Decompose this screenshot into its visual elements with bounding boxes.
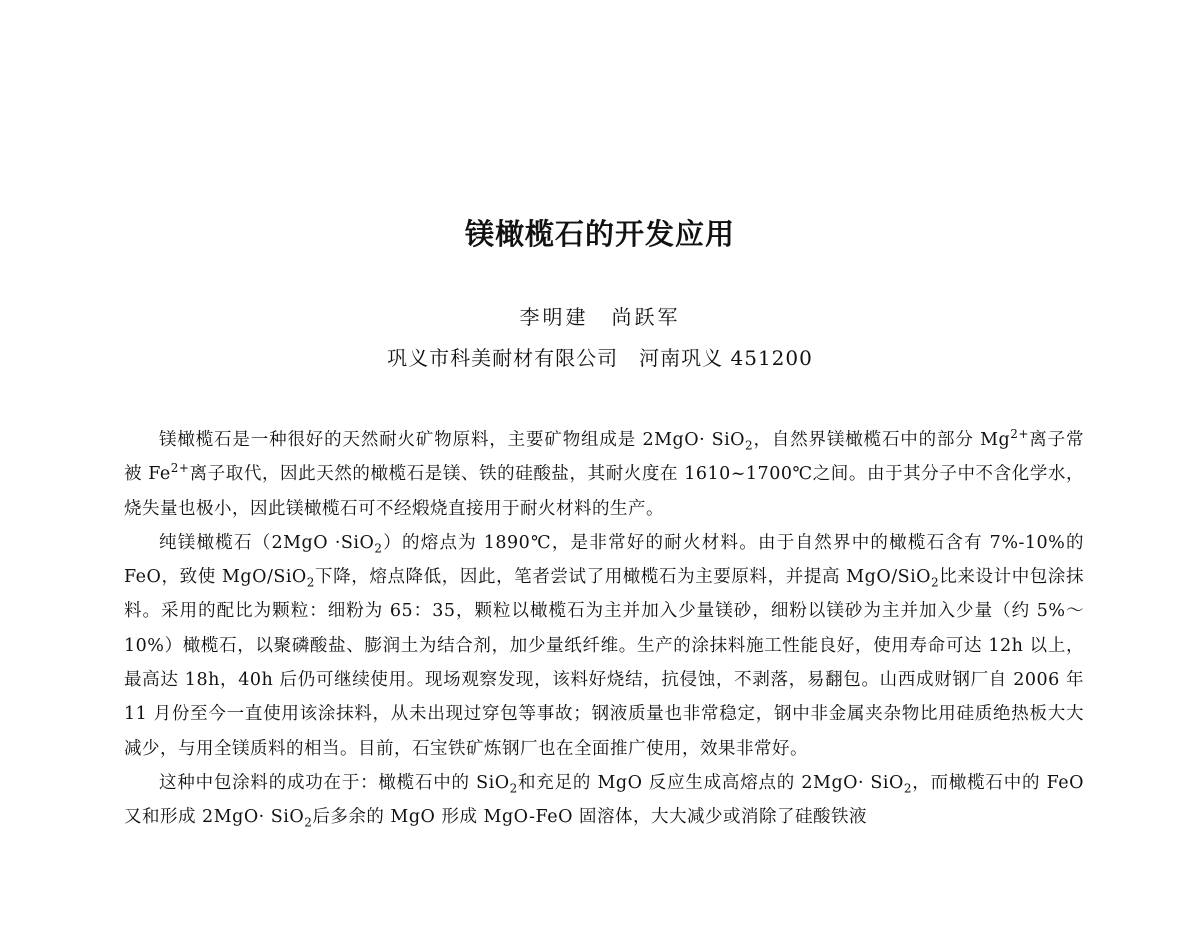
subscript: 2 xyxy=(903,781,912,796)
superscript: 2+ xyxy=(170,461,190,476)
subscript: 2 xyxy=(306,575,315,590)
text-run: 后多余的 MgO 形成 MgO-FeO 固溶体，大大减少或消除了硅酸铁液 xyxy=(312,807,868,828)
paper-affiliation: 巩义市科美耐材有限公司 河南巩义 451200 xyxy=(387,346,813,370)
text-run: 离子取代，因此天然的橄榄石是镁、铁的硅酸盐，其耐火度在 1610~1700℃之间。由于其分子中不含化学水，烧失量也极小，因此镁橄榄石可不经煅烧直接用于耐火材料的生产。 xyxy=(124,464,1085,519)
text-run: ，而橄榄石中的 FeO 又和形成 2MgO· SiO xyxy=(124,772,1084,828)
paragraph-2 xyxy=(124,526,1084,766)
subscript: 2 xyxy=(509,781,518,796)
subscript: 2 xyxy=(745,438,754,453)
paper-body xyxy=(124,423,1084,835)
text-run: ，自然界镁橄榄石中的部分 Mg xyxy=(753,430,1011,450)
text-run: 下降，熔点降低，因此，笔者尝试了用橄榄石为主要原料，并提高 MgO/SiO xyxy=(314,567,932,588)
text-run: 纯镁橄榄石（2MgO ·SiO xyxy=(159,532,375,553)
text-run: 和充足的 MgO 反应生成高熔点的 2MgO· SiO xyxy=(517,772,904,793)
text-run: 镁橄榄石是一种很好的天然耐火矿物原料，主要矿物组成是 2MgO· SiO xyxy=(159,430,746,450)
paper-authors: 李明建 尚跃军 xyxy=(519,305,681,329)
subscript: 2 xyxy=(931,575,940,590)
subscript: 2 xyxy=(374,541,383,556)
text-run: 这种中包涂料的成功在于：橄榄石中的 SiO xyxy=(159,772,510,793)
text-run: 离子常被 Fe xyxy=(124,430,1084,485)
paragraph-3 xyxy=(124,766,1084,835)
text-run: ）的熔点为 1890℃，是非常好的耐火材料。由于自然界中的橄榄石含有 7%-10%的 FeO，致使 MgO/SiO xyxy=(124,532,1084,588)
subscript: 2 xyxy=(304,815,313,830)
superscript: 2+ xyxy=(1010,427,1029,442)
paper-title: 镁橄榄石的开发应用 xyxy=(464,217,735,251)
text-run: 比来设计中包涂抹料。采用的配比为颗粒：细粉为 65：35，颗粒以橄榄石为主并加入少量镁砂，细粉以镁砂为主并加入少量（约 5%～10%）橄榄石，以聚磷酸盐、膨润土为结合剂，加少量纸纤维。生产的涂抹料施工性能良好，使用寿命可达 12h 以上，最高达 18h，40h 后仍可继续使用。现场观察发现，该料好烧结，抗侵蚀，不剥落，易翻包。山西成财钢厂自 2006 年 11 月份至今一直使用该涂抹料，从未出现过穿包等事故；钢液质量也非常稳定，钢中非金属夹杂物比用硅质绝热板大大减少，与用全镁质料的相当。目前，石宝铁矿炼钢厂也在全面推广使用，效果非常好。 xyxy=(124,567,1085,759)
paragraph-1 xyxy=(124,423,1084,526)
